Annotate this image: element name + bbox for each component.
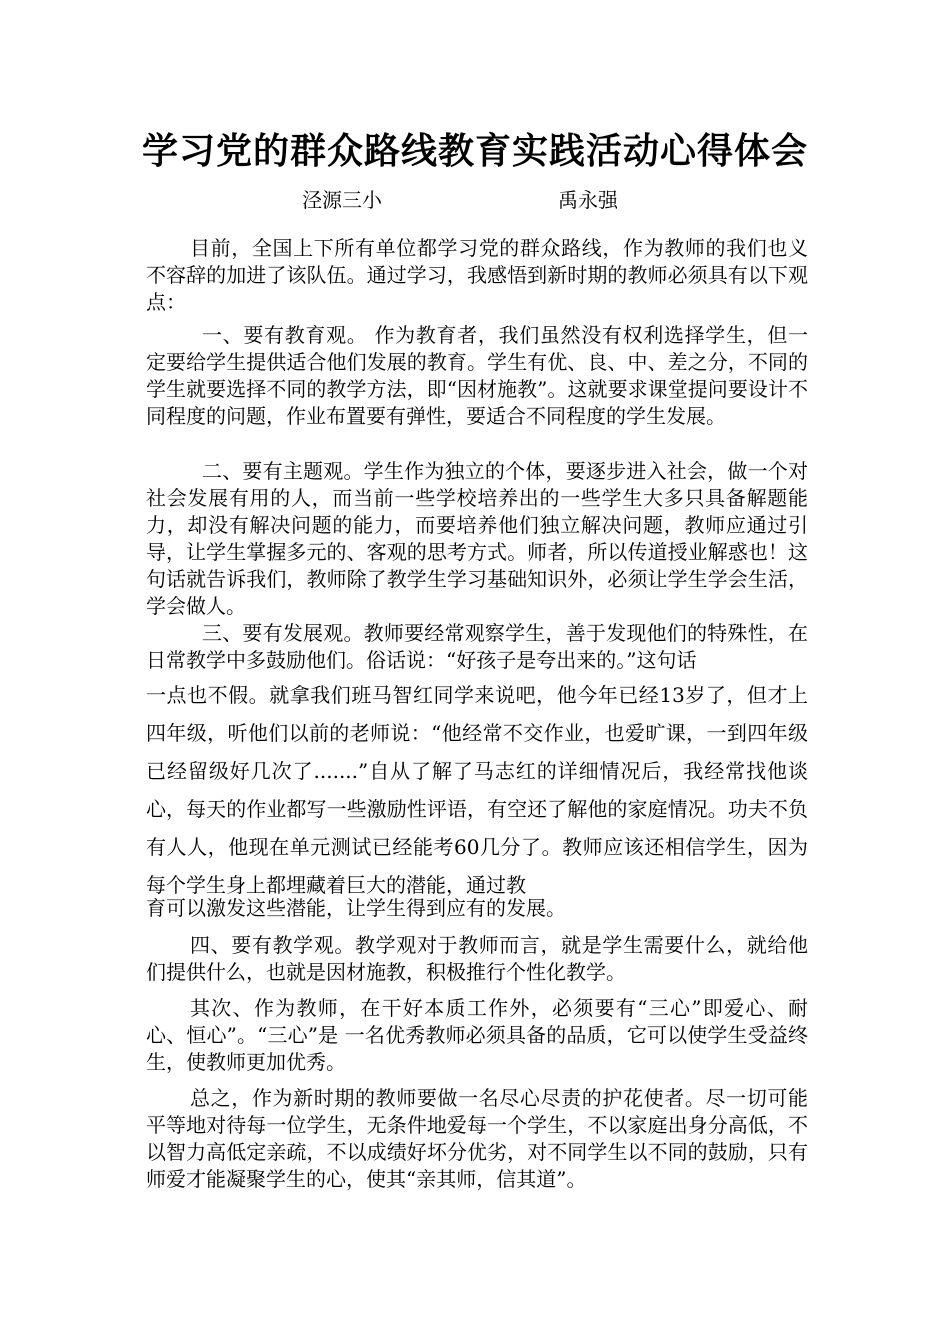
document-title: 学习党的群众路线教育实践活动心得体会 bbox=[141, 131, 808, 172]
paragraph-point-1: 一、要有教育观。 作为教育者，我们虽然没有权利选择学生，但一定要给学生提供适合他们发展的教育。学生有优、良、中、差之分，不同的学生就要选择不同的教学方法，即“因材施教”。这就要求课堂提问要设计不同程度的问题，作业布置要有弹性，要适合不同程度的学生发展。 bbox=[146, 323, 808, 428]
paragraph-three-hearts: 其次、作为教师，在干好本质工作外，必须要有“三心”即爱心、耐心、恒心”。“三心”是 一名优秀教师必须具备的品质，它可以使学生受益终生，使教师更加优秀。 bbox=[146, 996, 808, 1074]
paragraph-point-3: 三、要有发展观。教师要经常观察学生，善于发现他们的特殊性，在日常教学中多鼓励他们。俗话说：“好孩子是夸出来的。”这句话 bbox=[146, 621, 808, 672]
paragraph-conclusion: 总之，作为新时期的教师要做一名尽心尽责的护花使者。尽一切可能平等地对待每一位学生，无条件地爱每一个学生，不以家庭出身分高低，不以智力高低定亲疏，不以成绩好坏分优劣，对不同学生以不同的鼓励，只有师爱才能凝聚学生的心，使其“亲其师，信其道”。 bbox=[146, 1086, 808, 1191]
paragraph-point-3-continued: 一点也不假。就拿我们班马智红同学来说吧，他今年已经13岁了，但才上四年级，听他们以前的老师说：“他经常不交作业，也爱旷课，一到四年级已经留级好几次了.......”自从了解了马志红的详细情况后，我经常找他谈心，每天的作业都写一些激励性评语，有空还了解他的家庭情况。功夫不负有人人，他现在单元测试已经能考60几分了。教师应该还相信学生，因为每个学生身上都埋藏着巨大的潜能，通过教 bbox=[146, 683, 808, 897]
paragraph-point-2: 二、要有主题观。学生作为独立的个体，要逐步进入社会，做一个对社会发展有用的人，而当前一些学校培养出的一些学生大多只具备解题能力，却没有解决问题的能力，而要培养他们独立解决问题，教师应通过引导，让学生掌握多元的、客观的思考方式。师者，所以传道授业解惑也！这句话就告诉我们，教师除了教学生学习基础知识外，必须让学生学会生活，学会做人。 bbox=[146, 459, 808, 618]
paragraph-point-4: 四、要有教学观。教学观对于教师而言，就是学生需要什么，就给他们提供什么，也就是因材施教，积极推行个性化教学。 bbox=[146, 933, 808, 984]
author-name: 禹永强 bbox=[558, 188, 618, 212]
school-name: 泾源三小 bbox=[302, 188, 382, 212]
paragraph-intro: 目前，全国上下所有单位都学习党的群众路线，作为教师的我们也义不容辞的加进了该队伍。通过学习，我感悟到新时期的教师必须具有以下观点： bbox=[146, 236, 808, 314]
paragraph-point-3-end: 育可以激发这些潜能，让学生得到应有的发展。 bbox=[146, 896, 566, 920]
